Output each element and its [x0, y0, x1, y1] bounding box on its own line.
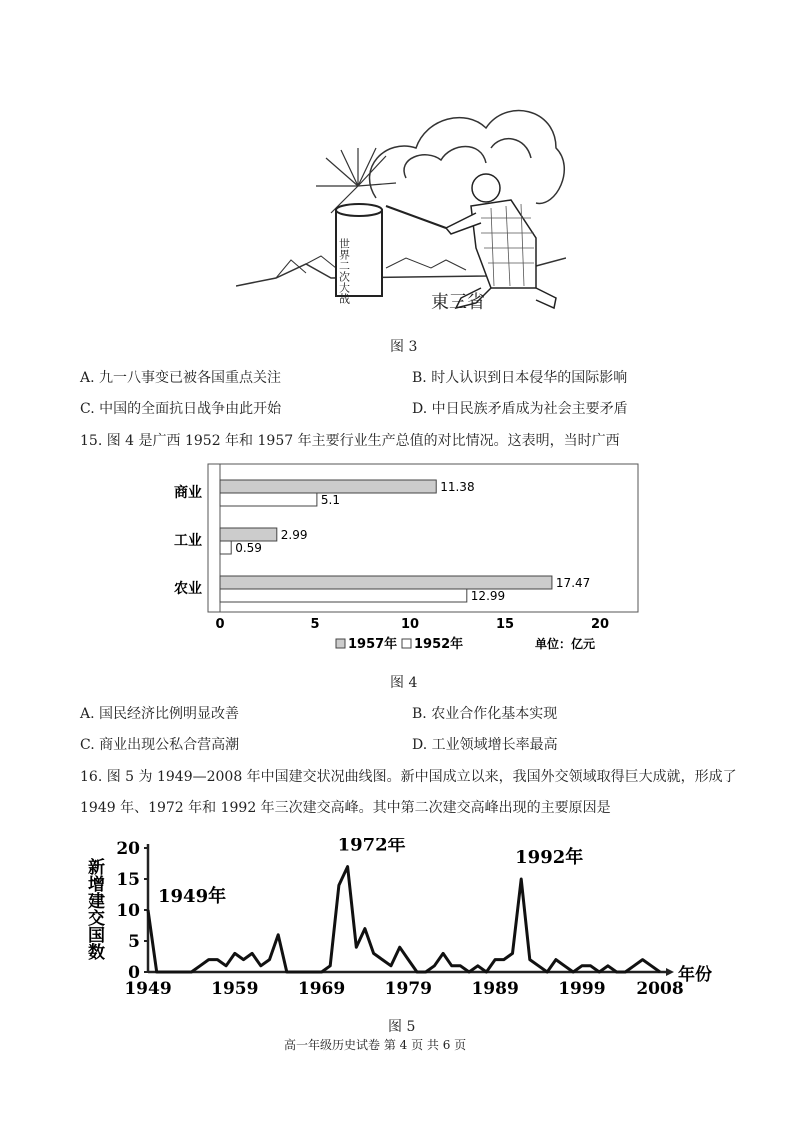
q14-option-d: D. 中日民族矛盾成为社会主要矛盾: [412, 401, 628, 417]
line-chart-svg: [80, 838, 720, 1008]
column-text: 世界二次大战: [337, 238, 351, 304]
legend-swatch: [402, 639, 411, 648]
category-label: 工业: [174, 533, 202, 549]
bar-value-label: 5.1: [320, 493, 340, 507]
category-label: 商业: [174, 485, 202, 501]
series-line: [148, 867, 660, 972]
figure-5-caption: 图 5: [388, 1019, 416, 1035]
bar-value-label: 11.38: [440, 480, 475, 494]
q15-option-b: B. 农业合作化基本实现: [412, 706, 558, 722]
y-tick-label: 20: [116, 839, 140, 859]
figure-5-line-chart: [80, 838, 720, 1008]
bar: [220, 589, 467, 602]
q15-stem: 15. 图 4 是广西 1952 年和 1957 年主要行业生产总值的对比情况。这表明，当时广西: [80, 433, 620, 449]
bar: [220, 541, 231, 554]
x-tick-label: 1959: [211, 979, 259, 999]
legend-label: 1957年: [348, 637, 398, 652]
y-tick-label: 5: [128, 932, 140, 952]
x-tick-label: 1999: [558, 979, 606, 999]
y-tick-label: 10: [116, 901, 140, 921]
legend-label: 1952年: [414, 637, 464, 652]
q15-option-c: C. 商业出现公私合营高潮: [80, 737, 240, 753]
x-tick-label: 5: [310, 617, 320, 632]
peak-annotation: 1949年: [158, 886, 227, 907]
q15-option-a: A. 国民经济比例明显改善: [80, 706, 240, 722]
region-text: 東三省: [431, 292, 485, 313]
x-tick-label: 1979: [384, 979, 433, 999]
bar-chart-svg: [160, 462, 640, 662]
y-axis-label: 新增建交国数: [84, 858, 104, 960]
figure-3-caption: 图 3: [390, 339, 418, 355]
q16-stem-line2: 1949 年、1972 年和 1992 年三次建交高峰。其中第二次建交高峰出现的主要原因是: [80, 800, 611, 816]
q15-option-d: D. 工业领域增长率最高: [412, 737, 558, 753]
x-tick-label: 1969: [297, 979, 346, 999]
x-tick-label: 2008: [636, 979, 684, 999]
bar: [220, 493, 317, 506]
q14-option-c: C. 中国的全面抗日战争由此开始: [80, 401, 282, 417]
bar: [220, 480, 436, 493]
x-tick-label: 0: [215, 617, 225, 632]
figure-4-bar-chart: [160, 462, 640, 662]
x-tick-label: 1989: [471, 979, 519, 999]
peak-annotation: 1992年: [515, 847, 584, 868]
category-label: 农业: [174, 581, 202, 597]
y-tick-label: 15: [116, 870, 140, 890]
q14-option-a: A. 九一八事变已被各国重点关注: [80, 370, 282, 386]
q16-stem-line1: 16. 图 5 为 1949—2008 年中国建交状况曲线图。新中国成立以来，我国外交领域取得巨大成就，形成了: [80, 769, 737, 785]
x-tick-label: 10: [400, 617, 420, 632]
page-footer: 高一年级历史试卷 第 4 页 共 6 页: [284, 1038, 467, 1052]
x-axis-arrow: [666, 968, 674, 976]
unit-label: 单位：亿元: [535, 637, 596, 651]
x-tick-label: 15: [495, 617, 515, 632]
cartoon-image: [236, 88, 566, 328]
bar-value-label: 17.47: [555, 576, 591, 590]
peak-annotation: 1972年: [337, 838, 406, 856]
bar-value-label: 12.99: [470, 589, 506, 603]
bar-value-label: 2.99: [280, 528, 308, 542]
y-tick-label: 0: [128, 963, 140, 983]
bar: [220, 528, 277, 541]
q14-option-b: B. 时人认识到日本侵华的国际影响: [412, 370, 628, 386]
figure-4-caption: 图 4: [390, 675, 418, 691]
legend-swatch: [336, 639, 345, 648]
x-axis-label: 年份: [678, 965, 712, 985]
x-tick-label: 20: [590, 617, 610, 632]
bar-value-label: 0.59: [235, 541, 262, 555]
figure-3-cartoon: [236, 88, 566, 328]
bar: [220, 576, 552, 589]
x-tick-label: 1949: [124, 979, 172, 999]
